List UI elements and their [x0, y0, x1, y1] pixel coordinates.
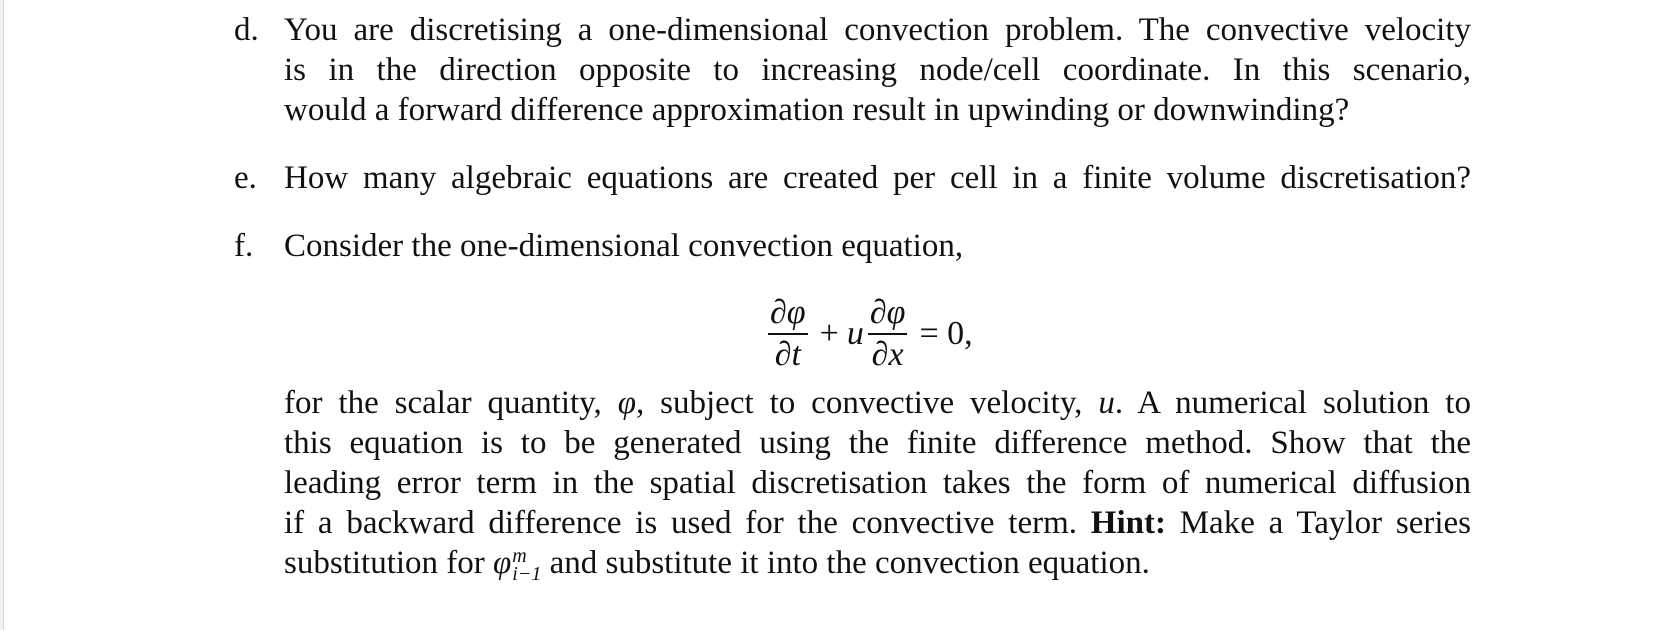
superscript-m: m: [512, 545, 527, 568]
question-d-line-2: is in the direction opposite to increasing node/cell coordinate. In this scenario,: [284, 52, 1471, 88]
space-derivative: [868, 295, 908, 373]
question-e-line-1: How many algebraic equations are created per cell in a finite volume discretisation?: [284, 160, 1471, 196]
hint-label: Hint:: [1090, 505, 1166, 541]
question-f-label: f.: [234, 228, 254, 264]
question-d-line-3: would a forward difference approximation result in upwinding or downwinding?: [284, 92, 1350, 128]
line-text: Make a Taylor series: [1165, 505, 1471, 541]
velocity-symbol: u: [846, 315, 864, 352]
space-derivative-denominator: ∂x: [871, 336, 904, 373]
line-text: , subject to convective velocity,: [635, 385, 1099, 421]
subscript-i-minus-1: i−1: [512, 563, 542, 586]
question-f-intro: [284, 226, 1471, 266]
question-d-line-1: You are discretising a one-dimensional convection problem. The convective velocity: [284, 12, 1471, 48]
phi-symbol: φ: [617, 385, 636, 421]
line-text: substitution for: [284, 545, 494, 581]
document-page: [3, 0, 1670, 630]
question-f-line-2: this equation is to be generated using the finite difference method. Show that the: [284, 425, 1471, 461]
plus-sign: +: [819, 315, 839, 352]
phi-symbol: φ: [493, 545, 512, 581]
time-derivative-denominator: ∂t: [774, 336, 801, 373]
question-f-line-4: [284, 503, 1471, 543]
question-d-text: [284, 10, 1471, 130]
line-text: if a backward difference is used for the convective term.: [284, 505, 1091, 541]
equals-zero: = 0,: [919, 315, 973, 352]
question-f-intro-line: Consider the one-dimensional convection equation,: [284, 228, 964, 264]
fraction-bar: [768, 333, 808, 335]
question-f-line-5: [284, 543, 1471, 586]
space-derivative-numerator: ∂φ: [869, 294, 906, 331]
question-f-line-1: [284, 383, 1471, 423]
velocity-symbol: u: [1098, 385, 1115, 421]
question-f-paragraph: [284, 383, 1471, 586]
line-text: . A numerical solution to: [1114, 385, 1471, 421]
question-e-text: [284, 158, 1471, 198]
question-d-label: d.: [234, 12, 259, 48]
fraction-bar: [868, 333, 908, 335]
line-text: and substitute it into the convection equation.: [541, 545, 1150, 581]
time-derivative: [768, 295, 808, 373]
phi-scripts: [512, 545, 542, 586]
convection-equation: [764, 294, 981, 374]
question-f-line-3: leading error term in the spatial discretisation takes the form of numerical diffusion: [284, 465, 1471, 501]
question-e-label: e.: [234, 160, 257, 196]
phi-m-i-minus-1: [493, 543, 542, 586]
time-derivative-numerator: ∂φ: [770, 294, 806, 331]
line-text: for the scalar quantity,: [284, 385, 618, 421]
